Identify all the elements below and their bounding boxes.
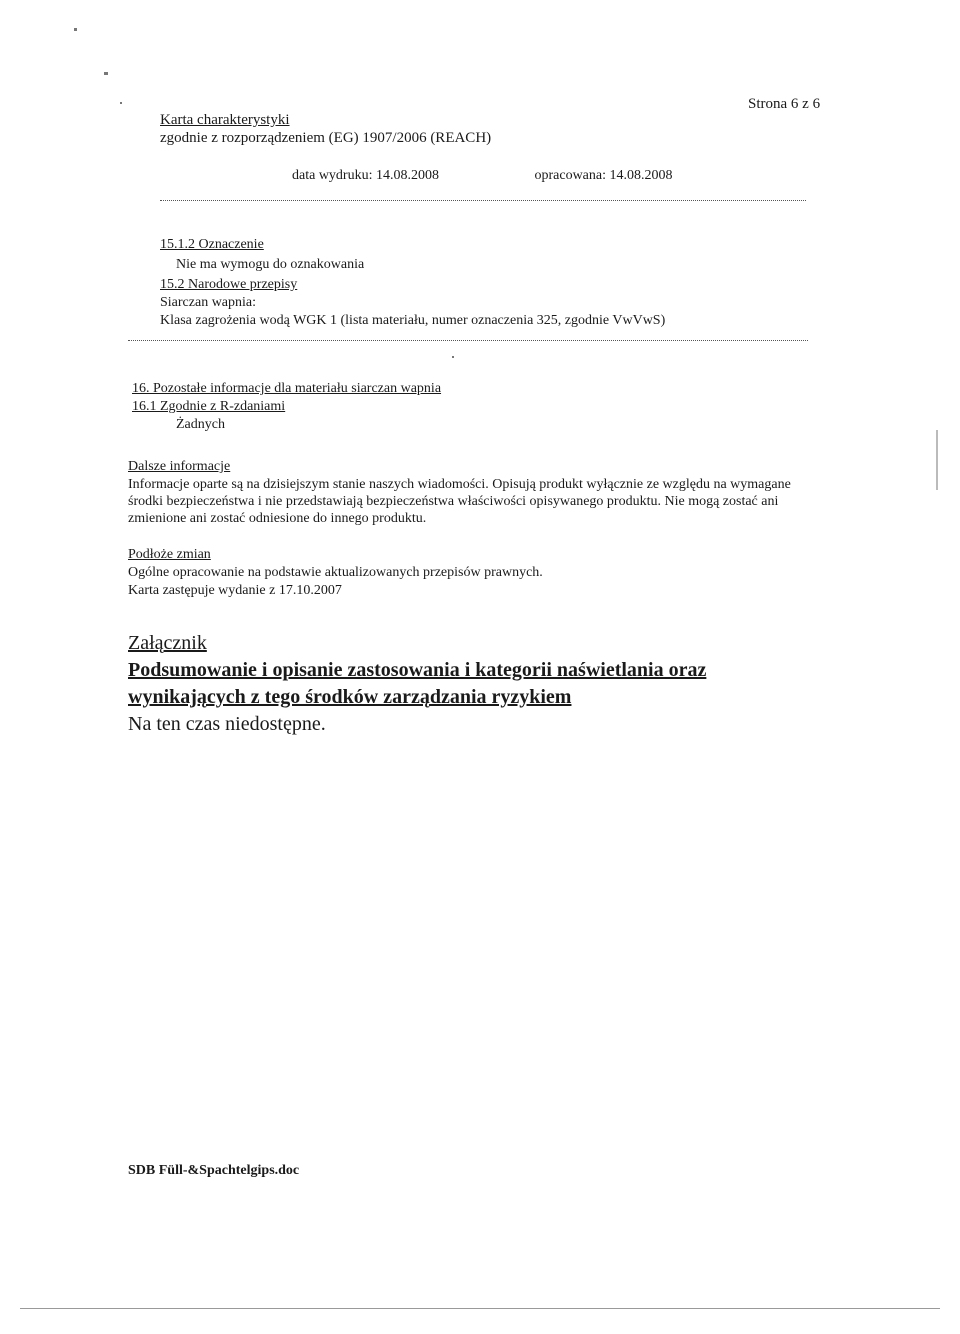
page-number: Strona 6 z 6 — [748, 96, 821, 112]
annex-subtitle: Podsumowanie i opisanie zastosowania i kategorii naświetlania oraz wynikających z tego środków zarządzania ryzykiem — [128, 659, 707, 708]
section-16-1-text: Żadnych — [176, 417, 225, 432]
section-16-heading: 16. Pozostałe informacje dla materiału siarczan wapnia — [132, 381, 442, 396]
section-15-2-line2: Klasa zagrożenia wodą WGK 1 (lista materiału, numer oznaczenia 325, zgodnie VwVwS) — [160, 313, 666, 328]
annex-note: Na ten czas niedostępne. — [128, 713, 326, 735]
scan-bottom-edge — [20, 1308, 940, 1309]
scan-speck — [120, 102, 122, 104]
date-line — [292, 168, 673, 184]
further-info-text: Informacje oparte są na dzisiejszym stanie naszych wiadomości. Opisują produkt wyłącznie ze względu na wymagane środki bezpieczeństwa i nie przedstawiają bezpieczeństwa właściwości opisywanego produktu. Nie mogą zostać ani zmienione ani zostać odniesione do innego produktu. — [128, 477, 791, 526]
document-subtitle: zgodnie z rozporządzeniem (EG) 1907/2006 (REACH) — [160, 130, 492, 146]
annex-block — [128, 630, 828, 738]
footer-filename: SDB Füll-&Spachtelgips.doc — [128, 1163, 300, 1178]
annex-title: Załącznik — [128, 632, 207, 654]
scan-edge — [936, 430, 938, 490]
section-15-1-2-text: Nie ma wymogu do oznakowania — [176, 257, 365, 272]
section-15-2-line1: Siarczan wapnia: — [160, 295, 257, 310]
further-info-heading: Dalsze informacje — [128, 459, 231, 474]
change-basis-line1: Ogólne opracowanie na podstawie aktualizowanych przepisów prawnych. — [128, 565, 543, 580]
scan-speck — [74, 28, 77, 31]
print-date: data wydruku: 14.08.2008 — [292, 168, 439, 183]
header-divider — [160, 200, 806, 201]
section-divider — [128, 340, 808, 341]
scan-speck — [452, 356, 454, 358]
prepared-date: opracowana: 14.08.2008 — [534, 168, 673, 183]
document-title: Karta charakterystyki — [160, 112, 290, 128]
change-basis-line2: Karta zastępuje wydanie z 17.10.2007 — [128, 583, 342, 598]
scan-speck — [104, 72, 108, 75]
section-15-2-heading: 15.2 Narodowe przepisy — [160, 277, 298, 292]
section-15-1-2-heading: 15.1.2 Oznaczenie — [160, 237, 264, 252]
section-16-1-heading: 16.1 Zgodnie z R-zdaniami — [132, 399, 286, 414]
change-basis-heading: Podłoże zmian — [128, 547, 211, 562]
